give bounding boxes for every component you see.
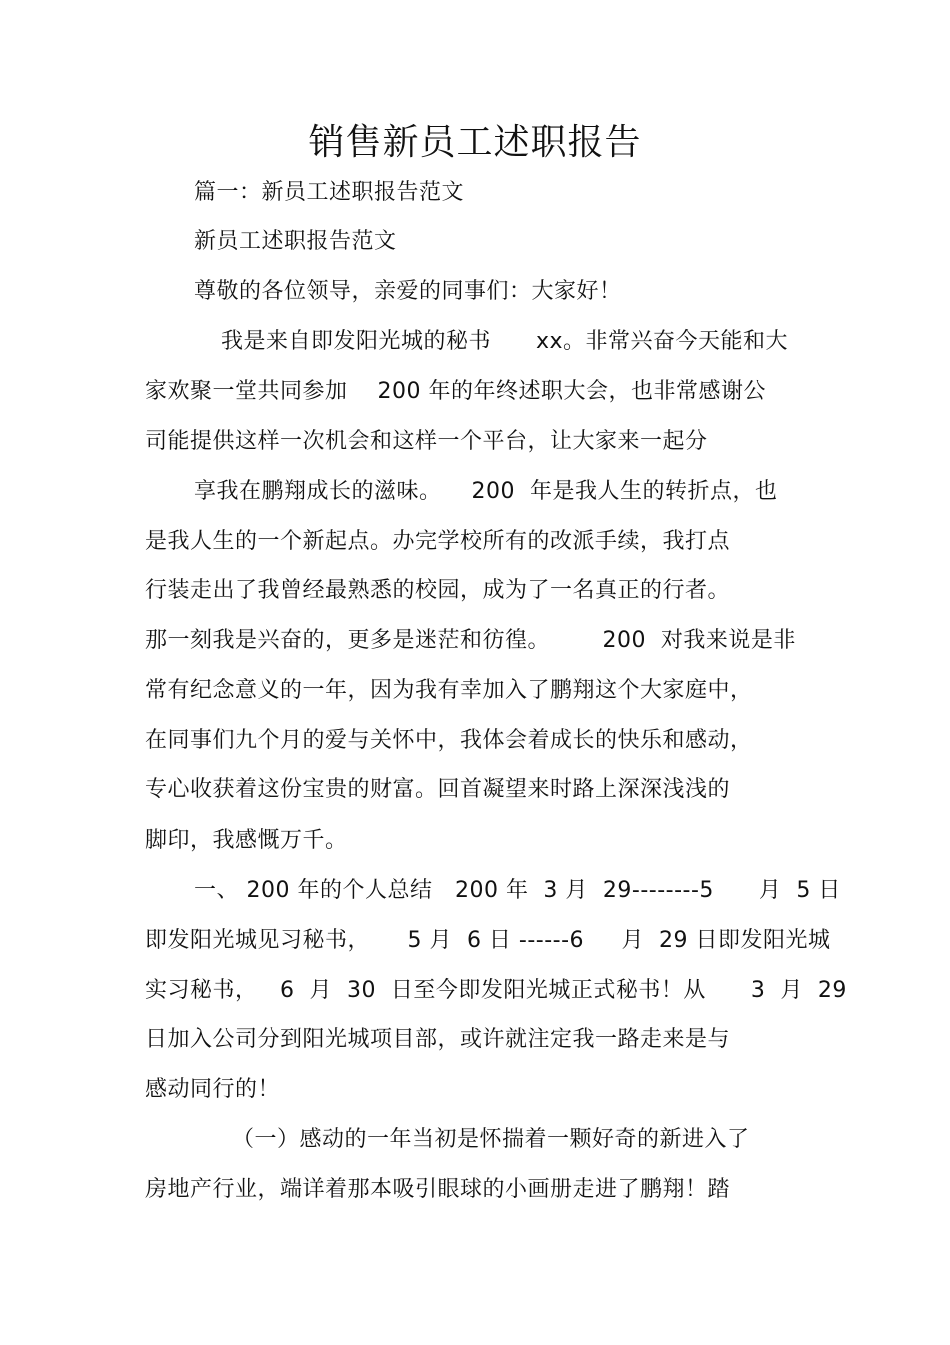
paragraph-line: 享我在鹏翔成长的滋味。 200 年是我人生的转折点，也 [194,479,778,504]
paragraph-line: 即发阳光城见习秘书， 5 月 6 日 ------6 月 29 日即发阳光城 [145,928,831,953]
paragraph-line: 新员工述职报告范文 [194,229,397,254]
paragraph-line: 行装走出了我曾经最熟悉的校园，成为了一名真正的行者。 [145,578,731,603]
document-title: 销售新员工述职报告 [308,122,642,163]
paragraph-line: 那一刻我是兴奋的，更多是迷茫和彷徨。 200 对我来说是非 [145,628,796,653]
paragraph-line: 专心收获着这份宝贵的财富。回首凝望来时路上深深浅浅的 [145,777,731,802]
paragraph-line: 是我人生的一个新起点。办完学校所有的改派手续，我打点 [145,529,731,554]
paragraph-line: 实习秘书， 6 月 30 日至今即发阳光城正式秘书！从 3 月 29 [145,978,847,1003]
paragraph-line: 日加入公司分到阳光城项目部，或许就注定我一路走来是与 [145,1027,731,1052]
paragraph-line: 常有纪念意义的一年，因为我有幸加入了鹏翔这个大家庭中， [145,678,753,703]
paragraph-line: 篇一：新员工述职报告范文 [194,180,465,205]
paragraph-line: 我是来自即发阳光城的秘书 xx。非常兴奋今天能和大 [221,329,788,354]
paragraph-line: 房地产行业，端详着那本吸引眼球的小画册走进了鹏翔！踏 [145,1177,731,1202]
paragraph-line: 尊敬的各位领导，亲爱的同事们：大家好！ [194,279,622,304]
paragraph-line: 一、 200 年的个人总结 200 年 3 月 29--------5 月 5 日 [194,878,841,903]
paragraph-line: 在同事们九个月的爱与关怀中，我体会着成长的快乐和感动， [145,728,753,753]
paragraph-line: 司能提供这样一次机会和这样一个平台，让大家来一起分 [145,429,708,454]
paragraph-line: 感动同行的！ [145,1077,281,1102]
paragraph-line: 脚印，我感慨万千。 [145,828,348,853]
paragraph-line: 家欢聚一堂共同参加 200 年的年终述职大会，也非常感谢公 [145,379,766,404]
paragraph-line: （一）感动的一年当初是怀揣着一颗好奇的新进入了 [232,1127,750,1152]
